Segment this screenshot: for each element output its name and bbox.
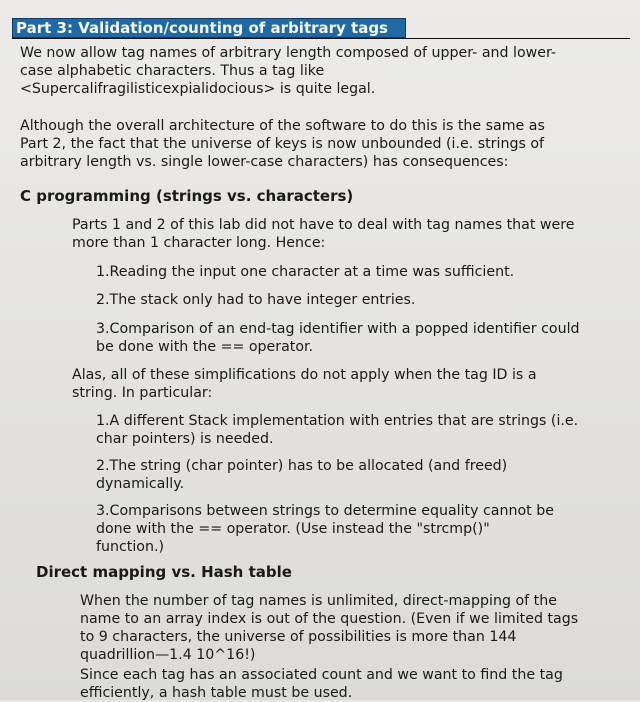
- c-programming-intro: Parts 1 and 2 of this lab did not have to deal with tag names that were more than 1 character long. Hence:: [72, 217, 575, 251]
- hash-table-heading: Direct mapping vs. Hash table: [36, 563, 292, 581]
- heading-underline: [12, 38, 630, 39]
- particular-item-1: 1.A different Stack implementation with entries that are strings (i.e. char pointers) is needed.: [96, 413, 579, 447]
- simplification-item-1: 1.Reading the input one character at a time was sufficient.: [96, 264, 515, 280]
- hash-table-paragraph-2: Since each tag has an associated count and we want to find the tag efficiently, a hash table must be used.: [80, 667, 563, 701]
- section-heading: Part 3: Validation/counting of arbitrary tags: [16, 19, 388, 37]
- alas-paragraph: Alas, all of these simplifications do not apply when the tag ID is a string. In particular:: [72, 367, 537, 401]
- hash-table-paragraph-1: When the number of tag names is unlimited, direct-mapping of the name to an array index is out of the question. (Even if we limited tags to 9 characters, the universe of possibilities is more than 144 quadrillion—1.4 10^16!): [80, 593, 579, 663]
- particular-item-2: 2.The string (char pointer) has to be allocated (and freed) dynamically.: [96, 458, 508, 492]
- c-programming-heading: C programming (strings vs. characters): [20, 187, 354, 205]
- architecture-paragraph: Although the overall architecture of the software to do this is the same as Part 2, the fact that the universe of keys is now unbounded (i.e. strings of arbitrary length vs. single lower-case characters) has consequences:: [20, 118, 545, 170]
- particular-item-3: 3.Comparisons between strings to determine equality cannot be done with the == operator. (Use instead the "strcmp()" function.): [96, 503, 554, 555]
- intro-paragraph: We now allow tag names of arbitrary length composed of upper- and lower- case alphabetic characters. Thus a tag like <Supercalifragilisticexpialidocious> is quite legal.: [20, 45, 557, 97]
- simplification-item-3: 3.Comparison of an end-tag identifier with a popped identifier could be done with the == operator.: [96, 321, 580, 355]
- simplification-item-2: 2.The stack only had to have integer entries.: [96, 292, 416, 308]
